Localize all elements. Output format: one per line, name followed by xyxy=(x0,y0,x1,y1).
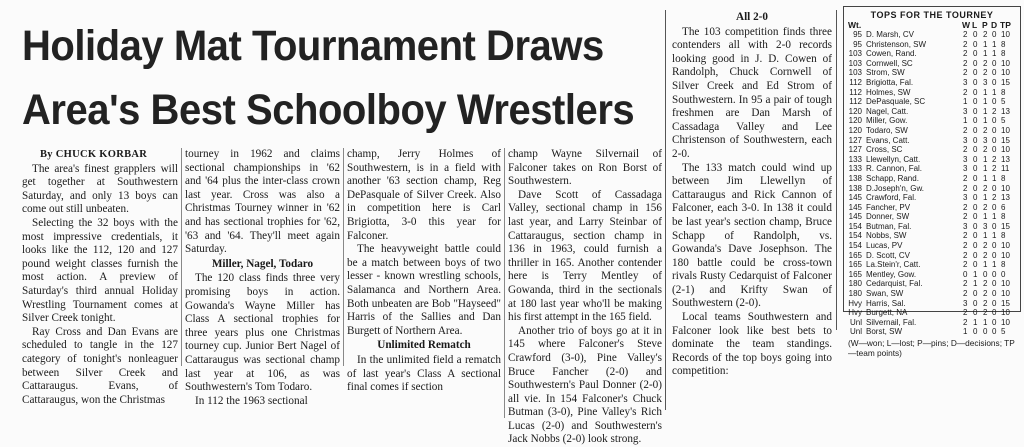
table-cell: 133 xyxy=(848,154,862,164)
table-cell: 120 xyxy=(848,125,862,135)
table-row xyxy=(844,116,1020,126)
table-cell: 154 xyxy=(848,221,862,231)
table-cell: Christenson, SW xyxy=(866,39,927,49)
table-row xyxy=(844,260,1020,270)
table-cell: 0 xyxy=(992,241,997,251)
table-cell: 0 xyxy=(992,97,997,107)
table-cell: 95 xyxy=(853,30,862,39)
table-cell: 103 xyxy=(848,58,862,68)
table-cell: 10 xyxy=(1001,125,1010,135)
table-cell: Llewellyn, Catt. xyxy=(866,154,921,164)
column-divider xyxy=(343,148,344,366)
table-cell: 2 xyxy=(963,87,968,97)
column-divider xyxy=(836,10,837,330)
table-cell: 0 xyxy=(973,164,978,174)
paragraph: In the unlimited field a rematch of last year's Class A sectional final comes if section xyxy=(347,353,501,394)
byline: By CHUCK KORBAR xyxy=(40,149,148,160)
table-row xyxy=(844,184,1020,194)
table-cell: 0 xyxy=(992,298,997,308)
subheading: All 2-0 xyxy=(735,11,768,23)
paragraph: tourney in 1962 and claims sectional championships in '62 and '64 plus the inter-class crown last year. Cross was also a Christmas Tourney winner in '62 and has sectional trophies for '62, '63 and '64. They'll meet again Saturday. xyxy=(185,148,340,256)
table-cell: Cedarquist, Fal. xyxy=(866,279,923,289)
table-cell: 1 xyxy=(983,97,988,107)
table-cell: 0 xyxy=(973,49,978,59)
table-cell: Hvy xyxy=(848,298,862,308)
table-cell: 1 xyxy=(992,49,997,59)
table-cell: 2 xyxy=(963,145,968,155)
table-cell: 1 xyxy=(983,260,988,270)
table-cell: Cross, SC xyxy=(866,145,903,155)
table-row xyxy=(844,251,1020,261)
table-cell: D.Joseph'n, Gw. xyxy=(866,183,924,193)
table-cell: 0 xyxy=(992,250,997,260)
table-cell: 0 xyxy=(992,125,997,135)
table-cell: 120 xyxy=(848,106,862,116)
table-cell: 0 xyxy=(973,116,978,126)
table-cell: Schapp, Rand. xyxy=(866,173,919,183)
table-cell: 0 xyxy=(973,289,978,299)
table-cell: 8 xyxy=(1001,260,1006,270)
table-cell: 3 xyxy=(963,193,968,203)
table-row xyxy=(844,40,1020,50)
table-cell: Strom, SW xyxy=(866,68,905,78)
table-cell: 120 xyxy=(848,116,862,126)
table-cell: 103 xyxy=(848,68,862,78)
table-cell: 2 xyxy=(963,212,968,222)
table-cell: 2 xyxy=(983,125,988,135)
table-cell: 2 xyxy=(983,241,988,251)
table-cell: 2 xyxy=(963,317,968,327)
header-d: D xyxy=(991,20,998,30)
table-cell: 1 xyxy=(973,269,978,279)
table-row xyxy=(844,308,1020,318)
table-cell: 0 xyxy=(973,221,978,231)
table-cell: Fancher, PV xyxy=(866,202,911,212)
table-cell: 0 xyxy=(983,269,988,279)
table-cell: 2 xyxy=(983,183,988,193)
table-cell: 0 xyxy=(992,279,997,289)
table-cell: 8 xyxy=(1001,212,1006,222)
table-cell: Cowen, Rand. xyxy=(866,49,917,59)
tops-table xyxy=(843,6,1021,358)
table-cell: 10 xyxy=(1001,308,1010,318)
table-cell: 1 xyxy=(973,279,978,289)
table-cell: 0 xyxy=(973,125,978,135)
table-cell: 3 xyxy=(983,77,988,87)
table-cell: 0 xyxy=(973,97,978,107)
subheading: Miller, Nagel, Todaro xyxy=(211,257,314,270)
table-cell: 0 xyxy=(973,231,978,241)
column-divider xyxy=(181,148,182,366)
table-cell: 0 xyxy=(992,202,997,212)
table-cell: 2 xyxy=(963,183,968,193)
table-cell: 2 xyxy=(963,279,968,289)
table-cell: 0 xyxy=(992,183,997,193)
table-cell: Unl xyxy=(849,327,862,337)
table-cell: 0 xyxy=(992,68,997,78)
table-cell: 0 xyxy=(963,269,968,279)
table-cell: 2 xyxy=(963,231,968,241)
table-cell: Donner, SW xyxy=(866,212,910,222)
table-cell: 2 xyxy=(992,154,997,164)
table-cell: 0 xyxy=(973,145,978,155)
table-cell: 180 xyxy=(848,279,862,289)
table-cell: 2 xyxy=(963,289,968,299)
table-cell: 1 xyxy=(973,317,978,327)
article-column-2 xyxy=(185,148,340,408)
table-cell: 0 xyxy=(973,135,978,145)
table-cell: 127 xyxy=(848,145,862,155)
table-cell: 15 xyxy=(1001,298,1010,308)
table-cell: 133 xyxy=(848,164,862,174)
table-cell: D. Marsh, CV xyxy=(866,30,915,39)
table-cell: 3 xyxy=(963,77,968,87)
table-cell: 10 xyxy=(1001,68,1010,78)
table-cell: 2 xyxy=(983,289,988,299)
table-cell: 1 xyxy=(963,97,968,107)
table-cell: 0 xyxy=(1001,269,1006,279)
table-row xyxy=(844,155,1020,165)
table-cell: 145 xyxy=(848,193,862,203)
table-cell: 2 xyxy=(983,30,988,39)
table-cell: 2 xyxy=(983,145,988,155)
table-cell: Butman, Fal. xyxy=(866,221,912,231)
table-cell: 8 xyxy=(1001,87,1006,97)
table-cell: 1 xyxy=(992,39,997,49)
table-cell: 2 xyxy=(963,39,968,49)
paragraph: champ, Jerry Holmes of Southwestern, is in a field with another '63 section champ, Reg DePasquale of Silver Creek. Also in competition here is Carl Brigiotta, 3-0 this year for Falconer. xyxy=(347,148,501,242)
table-cell: 3 xyxy=(963,154,968,164)
table-cell: DePasquale, SC xyxy=(866,97,926,107)
table-cell: 1 xyxy=(983,106,988,116)
article-column-4 xyxy=(508,148,662,447)
table-cell: Hvy xyxy=(848,308,862,318)
table-row xyxy=(844,289,1020,299)
table-cell: 2 xyxy=(963,49,968,59)
table-cell: 2 xyxy=(983,298,988,308)
table-cell: 10 xyxy=(1001,145,1010,155)
table-cell: 2 xyxy=(963,68,968,78)
paragraph: The 120 class finds three very promising boys in action. Gowanda's Wayne Miller has Class A sectional trophies for three years plus one Christmas tourney cup. Junior Bert Nagel of Cattaraugus was sectional champ last year at 106, as was Southwestern's Tom Todaro. xyxy=(185,272,340,394)
table-cell: 165 xyxy=(848,269,862,279)
table-row xyxy=(844,59,1020,69)
table-row xyxy=(844,88,1020,98)
table-cell: 1 xyxy=(983,154,988,164)
table-cell: 13 xyxy=(1001,106,1010,116)
table-cell: 5 xyxy=(1001,97,1006,107)
table-row xyxy=(844,327,1020,337)
table-cell: 0 xyxy=(973,202,978,212)
table-cell: 2 xyxy=(963,58,968,68)
table-cell: 1 xyxy=(983,317,988,327)
table-row xyxy=(844,279,1020,289)
table-row xyxy=(844,193,1020,203)
table-cell: 1 xyxy=(992,260,997,270)
table-cell: 180 xyxy=(848,289,862,299)
table-cell: Cornwell, SC xyxy=(866,58,913,68)
table-cell: 138 xyxy=(848,173,862,183)
table-cell: 1 xyxy=(983,49,988,59)
table-cell: Nagel, Catt. xyxy=(866,106,909,116)
table-cell: Burgett, NA xyxy=(866,308,908,318)
paragraph: The area's finest grapplers will get together at Southwestern Saturday, and only 13 boys can come out still unbeaten. xyxy=(22,162,178,216)
column-divider xyxy=(665,10,666,410)
table-cell: 10 xyxy=(1001,317,1010,327)
table-cell: 10 xyxy=(1001,58,1010,68)
table-cell: D. Scott, CV xyxy=(866,250,911,260)
table-cell: 10 xyxy=(1001,289,1010,299)
table-cell: 1 xyxy=(992,87,997,97)
table-cell: 0 xyxy=(992,77,997,87)
table-cell: Todaro, SW xyxy=(866,125,908,135)
table-row xyxy=(844,231,1020,241)
table-cell: 1 xyxy=(992,231,997,241)
table-row xyxy=(844,97,1020,107)
paragraph: In 112 the 1963 sectional xyxy=(195,394,308,407)
table-row xyxy=(844,78,1020,88)
table-row xyxy=(844,136,1020,146)
tops-legend: (W—won; L—lost; P—pins; D—decisions; TP—team points) xyxy=(848,338,1015,358)
table-cell: 3 xyxy=(963,164,968,174)
table-row xyxy=(844,270,1020,280)
table-cell: La.Stein'r, Catt. xyxy=(866,260,921,270)
table-cell: 0 xyxy=(992,269,997,279)
article-column-3 xyxy=(347,148,501,395)
header-wt: Wt. xyxy=(848,20,862,30)
table-cell: 0 xyxy=(973,298,978,308)
table-cell: 2 xyxy=(963,202,968,212)
header-p: P xyxy=(982,20,988,30)
table-cell: 154 xyxy=(848,231,862,241)
table-row xyxy=(844,318,1020,328)
table-cell: 1 xyxy=(992,173,997,183)
table-cell: R. Cannon, Fal. xyxy=(866,164,923,174)
tops-table-header xyxy=(844,20,1020,30)
table-row xyxy=(844,203,1020,213)
table-cell: 3 xyxy=(963,135,968,145)
table-cell: 8 xyxy=(1001,39,1006,49)
table-cell: Miller, Gow. xyxy=(866,116,908,126)
column-divider xyxy=(504,148,505,418)
table-cell: 2 xyxy=(983,58,988,68)
table-cell: Swan, SW xyxy=(866,289,904,299)
table-cell: 0 xyxy=(992,327,997,337)
table-cell: 0 xyxy=(973,327,978,337)
table-cell: 5 xyxy=(1001,116,1006,126)
table-row xyxy=(844,68,1020,78)
table-cell: 1 xyxy=(983,39,988,49)
table-cell: 10 xyxy=(1001,250,1010,260)
headline-line-2: Area's Best Schoolboy Wrestlers xyxy=(22,86,635,134)
table-cell: 2 xyxy=(963,260,968,270)
table-cell: 10 xyxy=(1001,183,1010,193)
paragraph: Ray Cross and Dan Evans are scheduled to tangle in the 127 category of tonight's nonleaguer between Silver Creek and Cattaraugus. Evans, of Cattaraugus, won the Christmas xyxy=(22,325,178,406)
table-cell: 6 xyxy=(1001,202,1006,212)
header-tp: TP xyxy=(1000,20,1011,30)
table-row xyxy=(844,107,1020,117)
table-cell: 8 xyxy=(1001,173,1006,183)
table-cell: 0 xyxy=(973,106,978,116)
table-cell: 11 xyxy=(1001,164,1010,174)
paragraph: The heavyweight battle could be a match between boys of two lesser - known wrestling schools, Salamanca and Northern Area. Both unbeaten are Bob "Hayseed" Harris of the Sallies and Dan Burgett of Northern Area. xyxy=(347,243,501,337)
table-row xyxy=(844,299,1020,309)
header-w: W xyxy=(962,20,971,30)
table-cell: 0 xyxy=(973,39,978,49)
table-cell: 95 xyxy=(853,39,862,49)
table-cell: 1 xyxy=(983,164,988,174)
table-cell: 2 xyxy=(963,308,968,318)
table-cell: 0 xyxy=(973,193,978,203)
table-cell: 0 xyxy=(973,77,978,87)
table-cell: 10 xyxy=(1001,279,1010,289)
table-cell: 10 xyxy=(1001,30,1010,39)
subheading: Unlimited Rematch xyxy=(377,339,471,352)
table-cell: 0 xyxy=(973,241,978,251)
table-cell: 0 xyxy=(973,212,978,222)
table-cell: 15 xyxy=(1001,135,1010,145)
table-cell: 0 xyxy=(973,154,978,164)
tops-table-body xyxy=(844,30,1020,337)
table-cell: 1 xyxy=(983,231,988,241)
table-cell: 0 xyxy=(973,87,978,97)
table-row xyxy=(844,241,1020,251)
table-row xyxy=(844,222,1020,232)
table-cell: 1 xyxy=(983,212,988,222)
tops-table-title: TOPS FOR THE TOURNEY xyxy=(870,10,994,20)
table-cell: Borst, SW xyxy=(866,327,903,337)
table-cell: 1 xyxy=(963,327,968,337)
table-cell: 1 xyxy=(983,193,988,203)
table-cell: 2 xyxy=(983,279,988,289)
table-cell: 1 xyxy=(983,173,988,183)
table-cell: 3 xyxy=(963,298,968,308)
table-cell: 2 xyxy=(963,30,968,39)
table-cell: 3 xyxy=(983,221,988,231)
table-row xyxy=(844,164,1020,174)
table-cell: 3 xyxy=(963,106,968,116)
table-cell: 2 xyxy=(963,173,968,183)
paragraph: Local teams Southwestern and Falconer look like best bets to dominate the team standings. Records of the top boys going into competition: xyxy=(672,311,832,378)
table-row xyxy=(844,126,1020,136)
table-cell: 15 xyxy=(1001,77,1010,87)
table-cell: 13 xyxy=(1001,154,1010,164)
table-cell: 15 xyxy=(1001,221,1010,231)
table-cell: Brigiotta, Fal. xyxy=(866,77,914,87)
table-cell: 145 xyxy=(848,212,862,222)
paragraph: Dave Scott of Cassadaga Valley, sectional champ in 156 last year, and Larry Steinbar of Cattaraugus, section champ in 136 in 1963, could furnish a thriller in 165. Another contender here is Terry Mentley of Gowanda, third in the sectionals at 180 last year who'll be making his first attempt in the 165 field. xyxy=(508,188,662,324)
headline-line-1: Holiday Mat Tournament Draws xyxy=(22,22,604,70)
table-cell: 2 xyxy=(983,308,988,318)
table-cell: 112 xyxy=(849,97,862,107)
table-cell: 0 xyxy=(992,30,997,39)
table-cell: 138 xyxy=(848,183,862,193)
table-cell: 1 xyxy=(983,87,988,97)
table-cell: 112 xyxy=(849,87,862,97)
table-cell: 103 xyxy=(848,49,862,59)
table-cell: 2 xyxy=(963,250,968,260)
table-cell: 2 xyxy=(963,125,968,135)
table-cell: 0 xyxy=(973,260,978,270)
table-cell: 0 xyxy=(992,317,997,327)
table-cell: 3 xyxy=(963,221,968,231)
table-cell: 0 xyxy=(973,30,978,39)
table-cell: 1 xyxy=(983,116,988,126)
table-cell: 112 xyxy=(849,77,862,87)
header-l: L xyxy=(972,20,978,30)
table-cell: 0 xyxy=(973,183,978,193)
table-cell: 145 xyxy=(848,202,862,212)
table-row xyxy=(844,30,1020,40)
table-cell: Lucas, PV xyxy=(866,241,903,251)
table-cell: 2 xyxy=(983,202,988,212)
table-cell: 0 xyxy=(983,327,988,337)
table-cell: Unl xyxy=(849,317,862,327)
table-cell: 0 xyxy=(992,289,997,299)
table-cell: 0 xyxy=(992,116,997,126)
table-cell: 0 xyxy=(973,68,978,78)
table-cell: 1 xyxy=(992,212,997,222)
table-cell: 2 xyxy=(963,241,968,251)
table-cell: 0 xyxy=(992,145,997,155)
table-cell: 13 xyxy=(1001,193,1010,203)
article-column-5 xyxy=(672,10,832,379)
table-cell: 2 xyxy=(983,68,988,78)
article-column-1 xyxy=(22,148,178,407)
table-cell: 165 xyxy=(848,250,862,260)
table-cell: 127 xyxy=(848,135,862,145)
table-cell: Crawford, Fal. xyxy=(866,193,917,203)
paragraph: champ Wayne Silvernail of Falconer takes on Ron Borst of Southwestern. xyxy=(508,148,662,188)
table-cell: 0 xyxy=(973,173,978,183)
table-cell: 5 xyxy=(1001,327,1006,337)
table-cell: 2 xyxy=(992,193,997,203)
table-row xyxy=(844,212,1020,222)
table-cell: 0 xyxy=(992,221,997,231)
table-cell: Holmes, SW xyxy=(866,87,911,97)
paragraph: The 133 match could wind up between Jim Llewellyn of Cattaraugus and Rick Cannon of Falconer, each 3-0. In 138 it could be last year's section champ, Bruce Schapp of Randolph, vs. Gowanda's Dave Josephson. The 180 battle could be cross-town rivals Rusty Cedarquist of Falconer (2-1) and Krifty Swan of Southwestern (2-0). xyxy=(672,161,832,310)
table-cell: 0 xyxy=(992,135,997,145)
table-cell: 2 xyxy=(992,106,997,116)
table-cell: 3 xyxy=(983,135,988,145)
table-cell: Nobbs, SW xyxy=(866,231,907,241)
table-cell: 0 xyxy=(992,58,997,68)
table-cell: 154 xyxy=(848,241,862,251)
table-cell: 1 xyxy=(963,116,968,126)
table-cell: 2 xyxy=(992,164,997,174)
table-cell: 2 xyxy=(983,250,988,260)
table-cell: 0 xyxy=(992,308,997,318)
table-row xyxy=(844,49,1020,59)
headline xyxy=(22,14,635,142)
table-cell: Harris, Sal. xyxy=(866,298,906,308)
paragraph: Another trio of boys go at it in 145 where Falconer's Steve Crawford (3-0), Pine Valley's Bruce Fancher (2-0) and Southwestern's Paul Donner (2-0) all vie. In 154 Falconer's Chuck Butman (3-0), Pine Valley's Rich Lucas (2-0) and Southwestern's Jack Nobbs (2-0) look strong. xyxy=(508,324,662,446)
table-cell: 0 xyxy=(973,58,978,68)
paragraph: The 103 competition finds three contenders all with 2-0 records looking good in J. D. Cowen of Randolph, Chuck Cornwell of Silver Creek and Ed Strom of Southwestern. In 95 a pair of tough freshmen are Dan Marsh of Cassadaga Valley and Lee Christenson of Southwestern, each 2-0. xyxy=(672,25,832,160)
table-cell: 0 xyxy=(973,250,978,260)
table-cell: 8 xyxy=(1001,231,1006,241)
table-cell: 8 xyxy=(1001,49,1006,59)
paragraph: Selecting the 32 boys with the most impressive credentials, it looks like the 112, 120 and 127 pound weight classes furnish the most action. A preview of Saturday's third annual Holiday Wrestling Tournament comes at Silver Creek tonight. xyxy=(22,216,178,325)
table-cell: 0 xyxy=(973,308,978,318)
table-row xyxy=(844,145,1020,155)
table-row xyxy=(844,174,1020,184)
table-cell: 165 xyxy=(848,260,862,270)
table-cell: Mentley, Gow. xyxy=(866,269,917,279)
table-cell: 10 xyxy=(1001,241,1010,251)
table-cell: Silvernail, Fal. xyxy=(866,317,917,327)
table-cell: Evans, Catt. xyxy=(866,135,910,145)
